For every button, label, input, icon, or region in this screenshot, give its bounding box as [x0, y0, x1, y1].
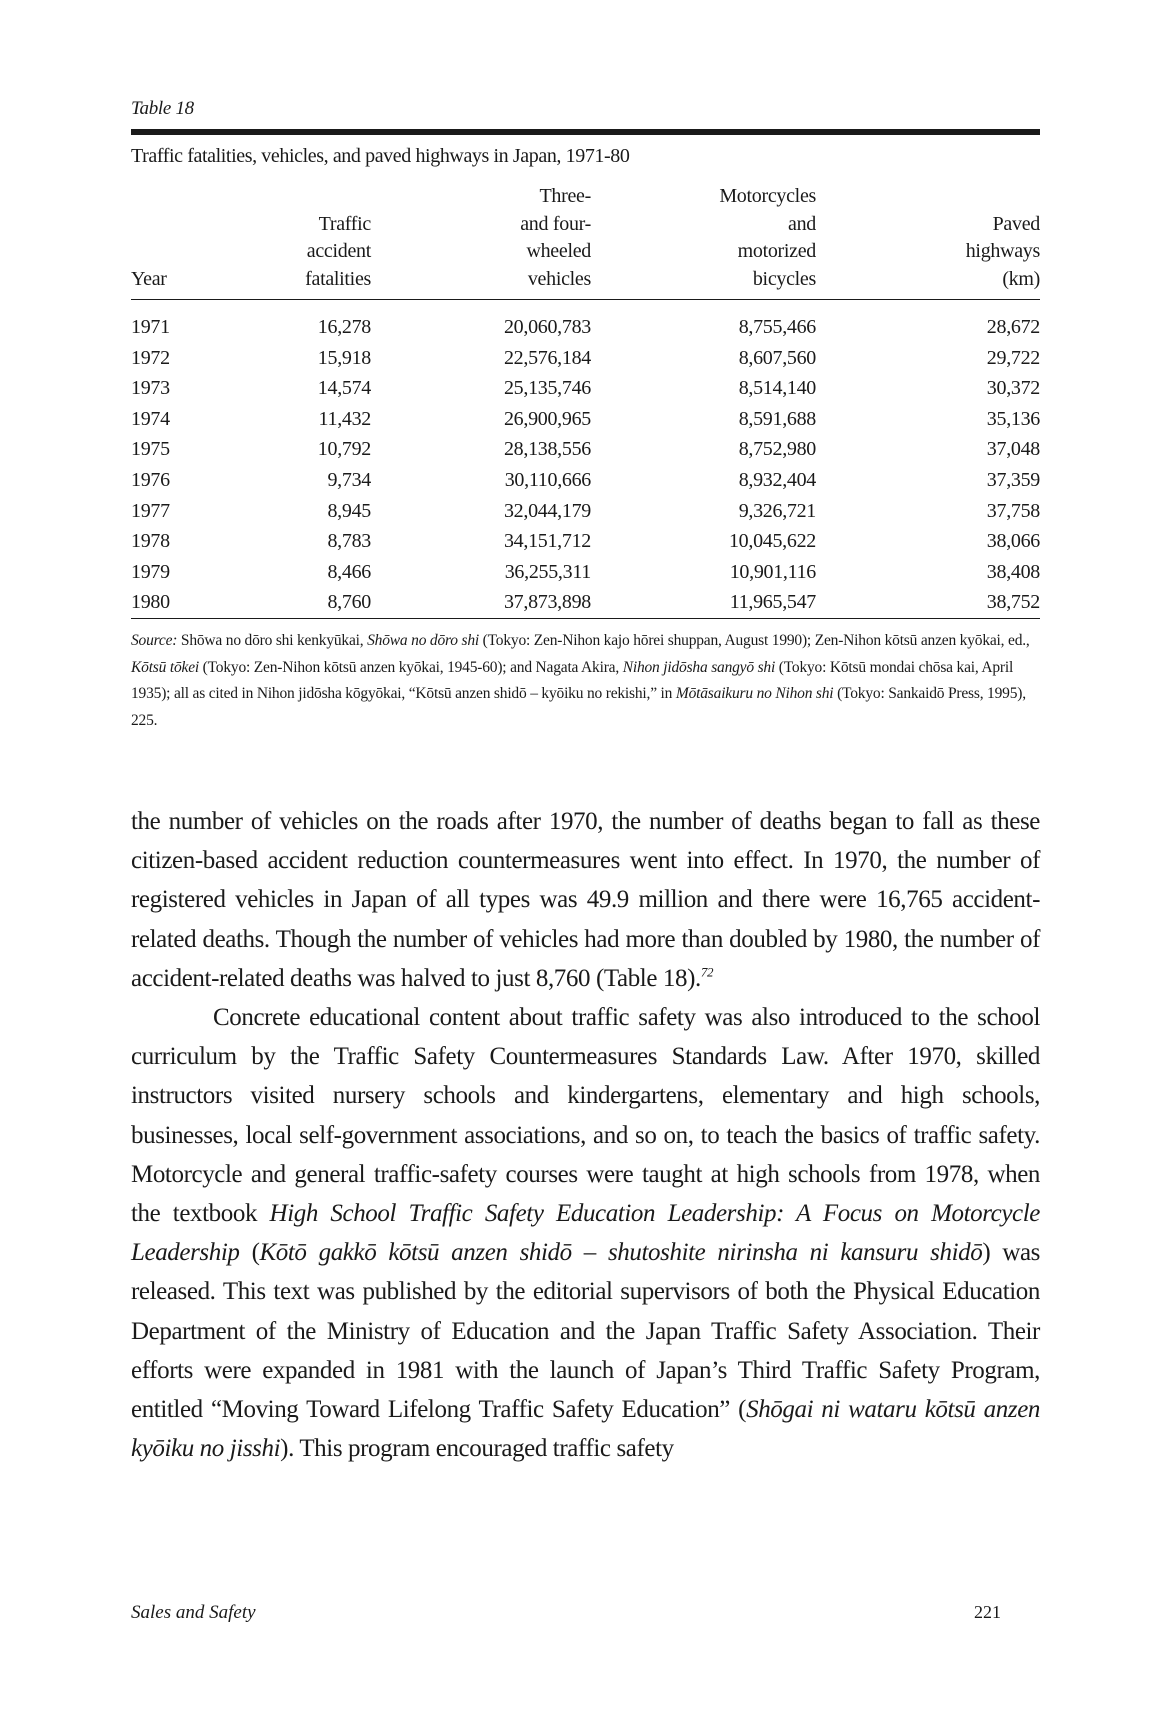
table-cell: 32,044,179 [503, 499, 591, 522]
table-cell: 1977 [131, 499, 170, 522]
italic-text-run: Shōgai ni wataru kōtsū anzen kyōiku no jisshi [131, 1396, 1040, 1463]
table-header-row [131, 183, 1040, 300]
italic-text-run: Shōwa no dōro shi [367, 632, 479, 649]
italic-text-run: Nihon jidōsha sangyō shi [622, 658, 776, 676]
table-cell: 25,135,746 [503, 377, 591, 400]
header-line: wheeled [526, 240, 591, 262]
table-cell: 8,466 [327, 560, 371, 583]
table-cell: 37,359 [986, 468, 1040, 491]
italic-text-run: Kōtō gakkō kōtsū anzen shidō – shutoshite nirinsha ni kansuru shidō [259, 1239, 983, 1267]
header-line: and [788, 212, 816, 235]
header-line: Year [131, 267, 167, 290]
table-cell: 8,752,980 [738, 438, 816, 461]
header-line: (km) [1002, 267, 1040, 290]
table-cell: 8,591,688 [738, 407, 816, 430]
table-cell: 29,722 [986, 346, 1040, 369]
table-row [131, 587, 1040, 618]
column-header [131, 183, 221, 300]
table-row [131, 373, 1040, 404]
running-title: Sales and Safety [131, 1602, 256, 1623]
page-number: 221 [974, 1602, 1001, 1622]
table-cell: 14,574 [317, 377, 371, 400]
table-cell: 8,783 [327, 530, 371, 553]
table-cell: 20,060,783 [503, 316, 591, 338]
text-run: ( [239, 1239, 260, 1267]
table-cell: 30,372 [986, 377, 1040, 400]
table-cell: 28,672 [986, 316, 1040, 338]
column-header [371, 183, 591, 300]
table-cell: 37,048 [986, 438, 1040, 461]
table-cell: 11,965,547 [591, 587, 816, 618]
table-cell: 1980 [131, 587, 221, 618]
table-cell: 36,255,311 [504, 560, 591, 583]
table-cell: 1971 [131, 316, 170, 338]
table-cell: 8,945 [327, 499, 371, 522]
header-line: Traffic [318, 212, 371, 235]
paragraph-1 [131, 802, 1040, 998]
text-run: Concrete educational content about traffic safety was also introduced to the school curriculum by the Traffic Safety Countermeasures Standards Law. After 1970, skilled instructors visited nursery schools and kindergartens, elementary and high schools, businesses, local self-government associations, and so on, to teach the basics of traffic safety. Motorcycle and general traffic-safety courses were taught at high schools from 1978, when the textbook [131, 1004, 1040, 1228]
table-cell: 1972 [131, 346, 170, 369]
italic-text-run: Mōtāsaikuru no Nihon shi [675, 685, 834, 702]
text-run: the number of vehicles on the roads after 1970, the number of deaths began to fall as these citizen-based accident reduction countermeasures went into effect. In 1970, the number of registered vehicles in Japan of all types was 49.9 million and there were 16,765 accident-related deaths. Though the number of vehicles had more than doubled by 1980, the number of accident-related deaths was halved to just 8,760 (Table 18). [131, 808, 1040, 992]
table-row [131, 465, 1040, 496]
table-source-note [131, 628, 1040, 734]
table-row [131, 404, 1040, 435]
table-cell: 38,066 [986, 530, 1040, 553]
paragraph-2 [131, 998, 1040, 1468]
header-line: Three- [539, 185, 591, 207]
table-cell: 8,755,466 [738, 316, 816, 338]
table-cell: 26,900,965 [503, 407, 591, 430]
table-cell: 10,901,116 [729, 560, 816, 583]
table-cell: 9,734 [327, 468, 371, 491]
table-cell: 1974 [131, 407, 170, 430]
header-line: vehicles [527, 267, 591, 290]
table-cell: 30,110,666 [504, 468, 591, 491]
table-top-rule [131, 129, 1040, 135]
table-cell: 1978 [131, 530, 170, 553]
table-row [131, 434, 1040, 465]
table-cell: 38,752 [816, 587, 1040, 618]
table-cell: 28,138,556 [503, 438, 591, 461]
header-line: and four- [520, 212, 591, 235]
table-cell: 8,514,140 [738, 377, 816, 400]
text-run: (Tokyo: Zen-Nihon kōtsū anzen kyōkai, 1945-60); and Nagata Akira, [198, 658, 623, 676]
table-cell: 1976 [131, 468, 170, 491]
table-cell: 1973 [131, 377, 170, 400]
header-line: Paved [992, 212, 1040, 235]
text-run: ) was released. This text was published by the editorial supervisors of both the Physical Education Department of the Ministry of Education and the Japan Traffic Safety Association. Their efforts were expanded in 1981 with the launch of Japan’s Third Traffic Safety Program, entitled “Moving Toward Lifelong Traffic Safety Education” ( [131, 1239, 1040, 1424]
table-cell: 22,576,184 [503, 346, 591, 369]
table-cell: 38,408 [986, 560, 1040, 583]
column-header [816, 183, 1040, 300]
table-caption: Traffic fatalities, vehicles, and paved highways in Japan, 1971-80 [131, 145, 630, 167]
table-cell: 16,278 [317, 316, 371, 338]
column-header [221, 183, 371, 300]
column-header [591, 183, 816, 300]
italic-text-run: High School Traffic Safety Education Leadership: A Focus on Motorcycle Leadership [131, 1200, 1040, 1267]
table-cell: 9,326,721 [738, 499, 816, 522]
table-row [131, 343, 1040, 374]
table-cell: 11,432 [318, 407, 371, 430]
table-cell: 15,918 [317, 346, 371, 369]
table-row [131, 496, 1040, 527]
body-text [131, 802, 1040, 1468]
italic-text-run: Kōtsū tōkei [131, 658, 199, 676]
footnote-marker[interactable]: 72 [700, 964, 714, 980]
table-cell: 1975 [131, 438, 170, 461]
header-line: highways [965, 240, 1040, 262]
text-run: (Tokyo: Zen-Nihon kajo hōrei shuppan, August 1990); Zen-Nihon kōtsū anzen kyōkai, ed., [478, 632, 1030, 649]
table-cell: 10,045,622 [728, 530, 816, 553]
table-row [131, 557, 1040, 588]
italic-text-run: Source: [131, 632, 178, 649]
table-cell: 8,932,404 [738, 468, 816, 491]
text-run: ). This program encouraged traffic safety [280, 1435, 674, 1463]
text-run: (Tokyo: Sankaidō Press, 1995), 225. [131, 685, 1026, 729]
header-line: bicycles [752, 267, 816, 290]
table-cell: 37,758 [986, 499, 1040, 522]
table-label: Table 18 [131, 98, 194, 119]
table-cell: 34,151,712 [503, 530, 591, 553]
data-table [131, 183, 1040, 619]
table-row [131, 526, 1040, 557]
header-line: accident [306, 240, 371, 262]
table-cell: 8,760 [221, 587, 371, 618]
text-run: Shōwa no dōro shi kenkyūkai, [177, 632, 368, 649]
table-body [131, 300, 1040, 619]
table-cell: 35,136 [986, 407, 1040, 430]
table-row [131, 300, 1040, 343]
header-line: fatalities [305, 267, 371, 290]
table-cell: 1979 [131, 560, 170, 583]
header-line: motorized [737, 240, 816, 262]
table-cell: 10,792 [317, 438, 371, 461]
text-run: (Tokyo: Kōtsū mondai chōsa kai, April 1935); all as cited in Nihon jidōsha kōgyōkai, “Kōtsū anzen shidō – kyōiku no rekishi,” in [131, 658, 1014, 702]
header-line: Motorcycles [719, 185, 816, 207]
table-cell: 8,607,560 [738, 346, 816, 369]
table-cell: 37,873,898 [371, 587, 591, 618]
